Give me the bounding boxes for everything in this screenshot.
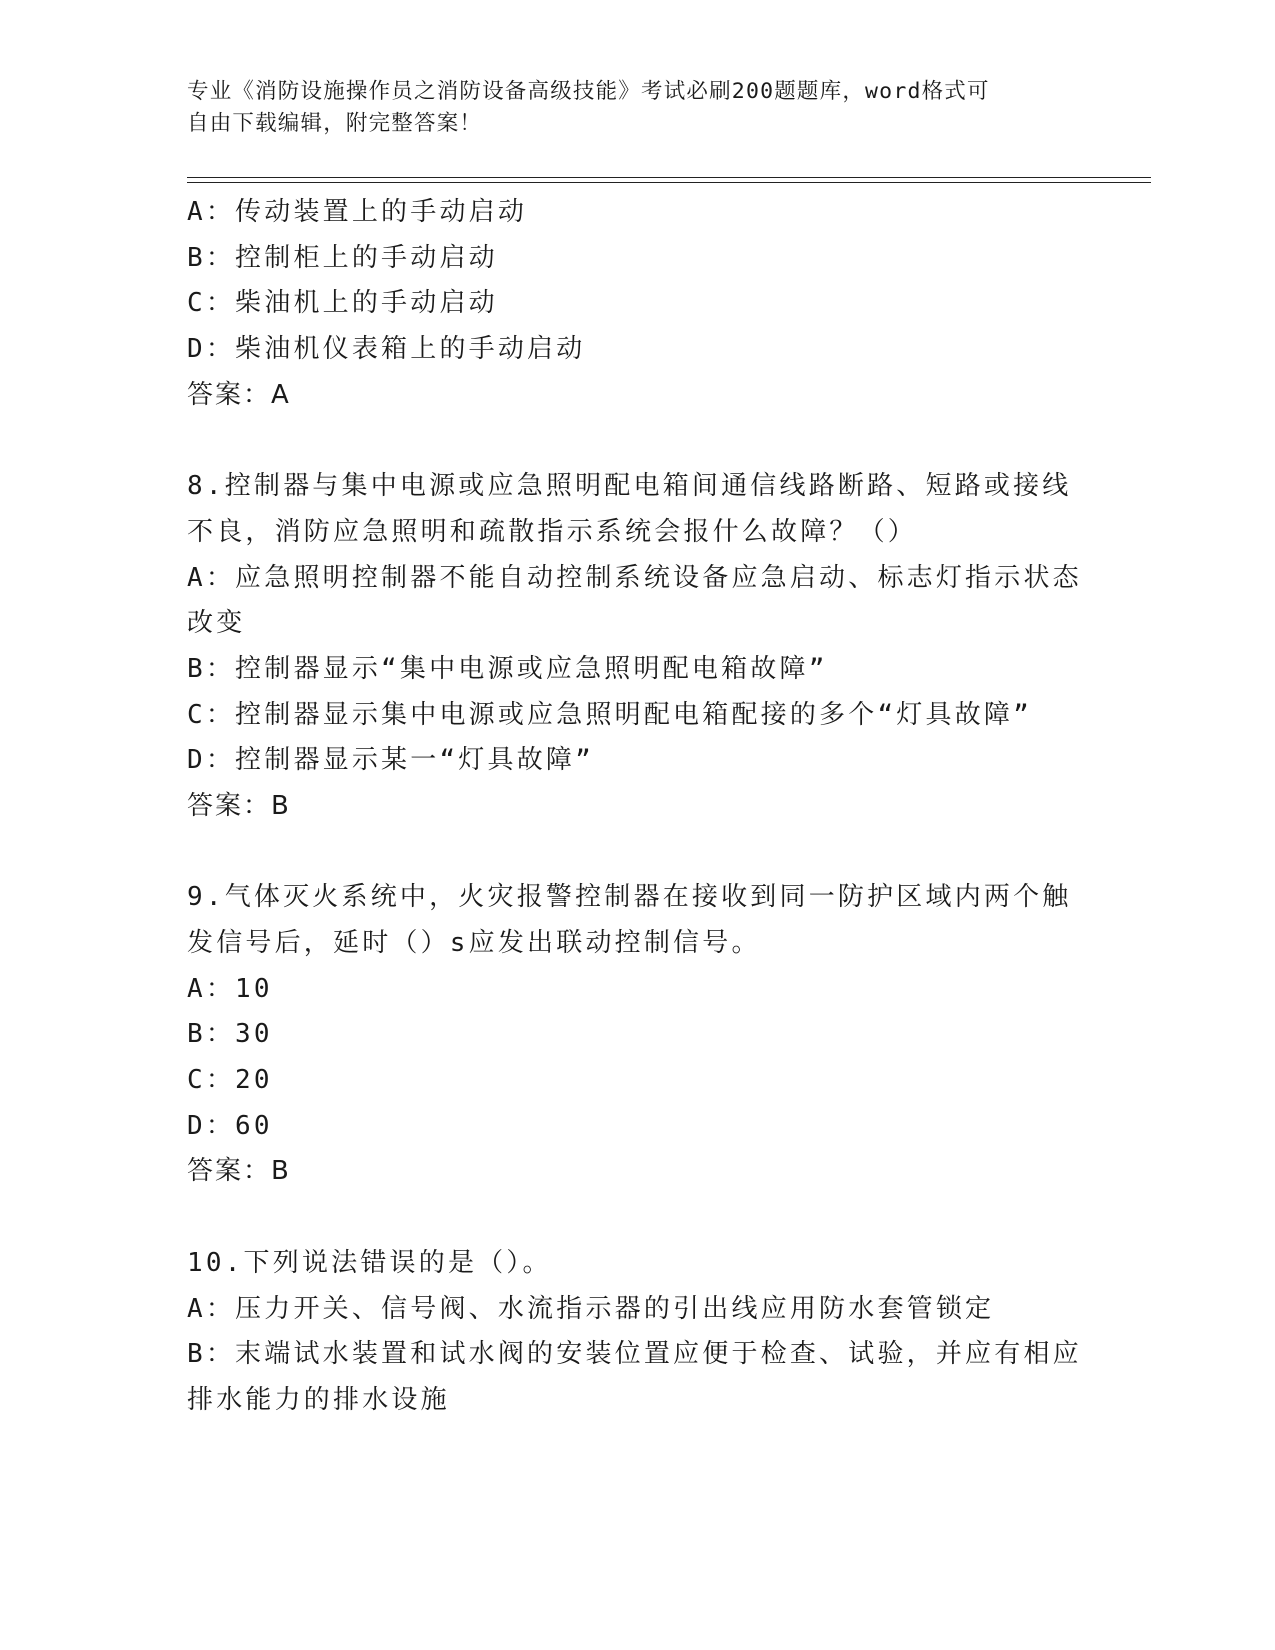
question-stem: 8.控制器与集中电源或应急照明配电箱间通信线路断路、短路或接线 [187, 471, 1072, 502]
question-7-tail [187, 190, 1087, 418]
option-c: C：20 [187, 1065, 273, 1096]
option-b: B：控制柜上的手动启动 [187, 242, 498, 273]
header-line-1: 专业《消防设施操作员之消防设备高级技能》考试必刷200题题库，word格式可 [187, 79, 990, 104]
option-c: C：控制器显示集中电源或应急照明配电箱配接的多个“灯具故障” [187, 699, 1032, 730]
answer: 答案：A [187, 379, 291, 410]
option-b: B：末端试水装置和试水阀的安装位置应便于检查、试验，并应有相应 [187, 1339, 1082, 1370]
question-9 [187, 875, 1087, 1195]
option-c: C：柴油机上的手动启动 [187, 288, 498, 319]
answer: 答案：B [187, 1156, 291, 1187]
option-a: A：10 [187, 973, 273, 1004]
option-b: B：30 [187, 1019, 273, 1050]
question-stem: 发信号后，延时（）s应发出联动控制信号。 [187, 928, 761, 958]
option-a: A：压力开关、信号阀、水流指示器的引出线应用防水套管锁定 [187, 1293, 995, 1324]
answer: 答案：B [187, 790, 291, 821]
question-stem: 9.气体灭火系统中，火灾报警控制器在接收到同一防护区域内两个触 [187, 882, 1072, 913]
question-content [187, 190, 1087, 1424]
spacer [187, 418, 1087, 464]
header-rule-top [187, 177, 1151, 178]
question-stem: 10.下列说法错误的是（）。 [187, 1247, 552, 1278]
question-stem: 不良，消防应急照明和疏散指示系统会报什么故障？（） [187, 516, 918, 547]
option-d: D：控制器显示某一“灯具故障” [187, 745, 594, 776]
spacer [187, 830, 1087, 876]
option-b-continued: 排水能力的排水设施 [187, 1384, 450, 1415]
option-b: B：控制器显示“集中电源或应急照明配电箱故障” [187, 653, 828, 684]
question-8 [187, 464, 1087, 830]
question-10 [187, 1241, 1087, 1424]
spacer [187, 1195, 1087, 1241]
option-a-continued: 改变 [187, 608, 246, 639]
option-a: A：应急照明控制器不能自动控制系统设备应急启动、标志灯指示状态 [187, 562, 1082, 593]
header-line-2: 自由下载编辑，附完整答案！ [187, 111, 483, 136]
header-rule-bottom [187, 182, 1151, 183]
option-d: D：60 [187, 1110, 273, 1141]
option-a: A：传动装置上的手动启动 [187, 197, 528, 227]
option-d: D：柴油机仪表箱上的手动启动 [187, 334, 586, 365]
document-header [187, 76, 1087, 140]
